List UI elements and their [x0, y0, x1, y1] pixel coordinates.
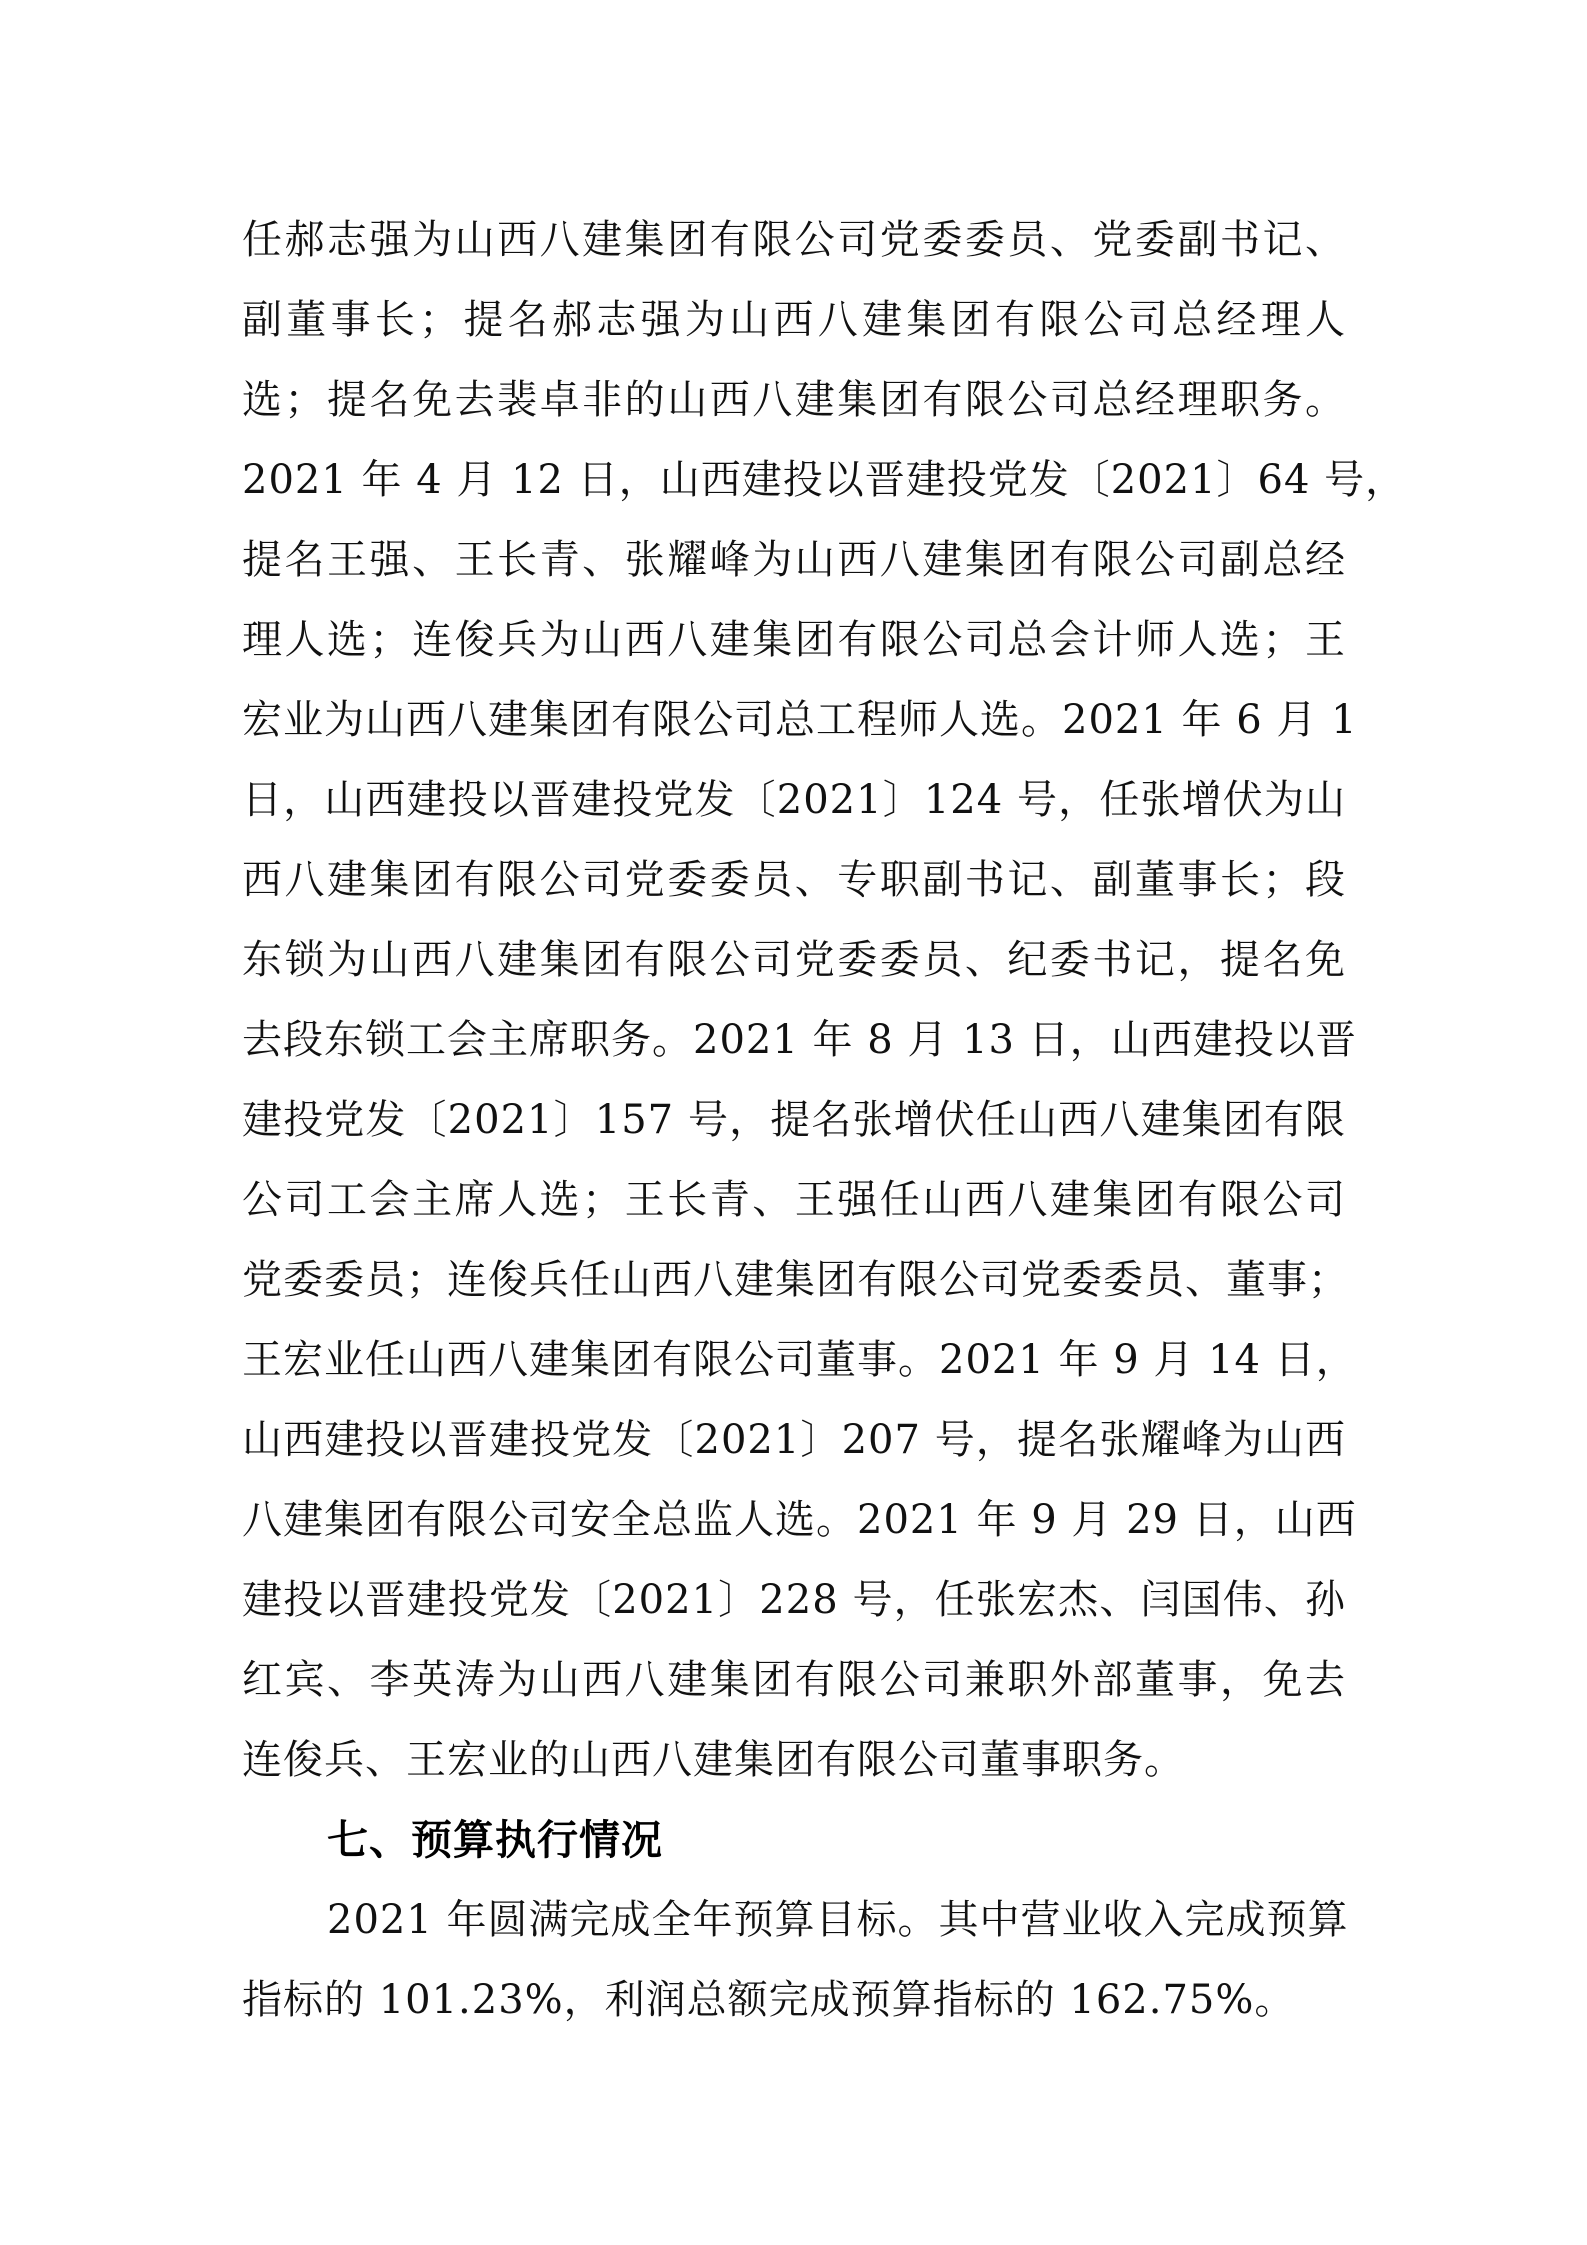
section-heading-budget-execution: 七、预算执行情况 — [327, 1816, 663, 1864]
text-line: 山西建投以晋建投党发〔2021〕207 号，提名张耀峰为山西 — [242, 1417, 1346, 1463]
text-line: 提名王强、王长青、张耀峰为山西八建集团有限公司副总经 — [242, 537, 1346, 583]
text-line: 王宏业任山西八建集团有限公司董事。2021 年 9 月 14 日， — [242, 1337, 1357, 1383]
text-line: 2021 年圆满完成全年预算目标。其中营业收入完成预算 — [327, 1897, 1349, 1943]
text-line: 指标的 101.23%，利润总额完成预算指标的 162.75%。 — [242, 1977, 1296, 2023]
text-line: 红宾、李英涛为山西八建集团有限公司兼职外部董事，免去 — [242, 1657, 1346, 1703]
text-line: 日，山西建投以晋建投党发〔2021〕124 号，任张增伏为山 — [242, 777, 1346, 823]
text-line: 八建集团有限公司安全总监人选。2021 年 9 月 29 日，山西 — [242, 1497, 1357, 1543]
text-line: 连俊兵、王宏业的山西八建集团有限公司董事职务。 — [242, 1737, 1185, 1783]
personnel-appointments-paragraph — [242, 200, 1407, 1800]
text-line: 2021 年 4 月 12 日，山西建投以晋建投党发〔2021〕64 号， — [242, 457, 1407, 503]
text-line: 公司工会主席人选；王长青、王强任山西八建集团有限公司 — [242, 1177, 1346, 1223]
text-line: 宏业为山西八建集团有限公司总工程师人选。2021 年 6 月 1 — [242, 697, 1358, 743]
text-line: 建投党发〔2021〕157 号，提名张增伏任山西八建集团有限 — [242, 1097, 1346, 1143]
text-line: 任郝志强为山西八建集团有限公司党委委员、党委副书记、 — [242, 217, 1346, 263]
text-line: 选；提名免去裴卓非的山西八建集团有限公司总经理职务。 — [242, 377, 1346, 423]
text-line: 副董事长；提名郝志强为山西八建集团有限公司总经理人 — [242, 297, 1346, 343]
text-line: 西八建集团有限公司党委委员、专职副书记、副董事长；段 — [242, 857, 1346, 903]
text-line: 去段东锁工会主席职务。2021 年 8 月 13 日，山西建投以晋 — [242, 1017, 1357, 1063]
text-line: 党委委员；连俊兵任山西八建集团有限公司党委委员、董事； — [242, 1257, 1349, 1303]
text-line: 建投以晋建投党发〔2021〕228 号，任张宏杰、闫国伟、孙 — [242, 1577, 1346, 1623]
budget-execution-paragraph — [242, 1880, 1349, 2040]
text-line: 东锁为山西八建集团有限公司党委委员、纪委书记，提名免 — [242, 937, 1346, 983]
text-line: 理人选；连俊兵为山西八建集团有限公司总会计师人选；王 — [242, 617, 1346, 663]
